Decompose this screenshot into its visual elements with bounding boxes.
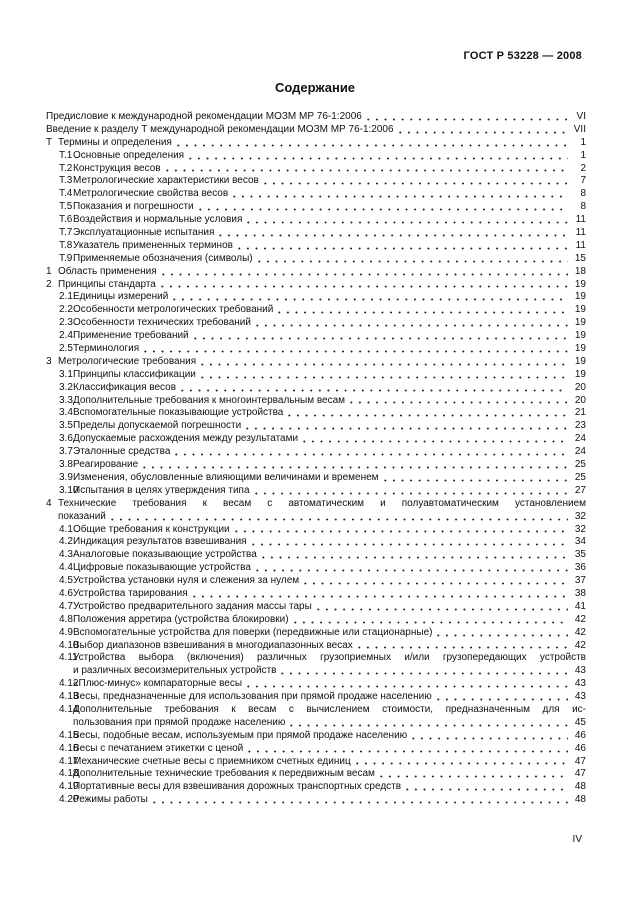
dot-leader bbox=[253, 568, 568, 572]
toc-entry-number: 4.13 bbox=[59, 691, 79, 703]
toc-entry[interactable] bbox=[46, 588, 586, 601]
toc-entry-title: Классификация весов bbox=[73, 381, 177, 393]
toc-entry-title: Особенности технических требований bbox=[73, 317, 251, 329]
toc-entry-title: Введение к разделу Т международной рекомендации МОЗМ МР 76-1:2006 bbox=[46, 123, 394, 135]
toc-entry-number: 4.10 bbox=[59, 639, 79, 651]
dot-leader bbox=[141, 349, 568, 353]
dot-leader bbox=[235, 246, 568, 250]
toc-entry-title: Дополнительные технические требования к передвижным весам bbox=[73, 768, 375, 780]
dot-leader bbox=[255, 259, 568, 263]
toc-entry-page: 43 bbox=[574, 665, 586, 677]
toc-entry-title: Терминология bbox=[73, 343, 140, 355]
toc-entry-page: 24 bbox=[574, 433, 586, 445]
toc-entry-number: Т.4 bbox=[59, 188, 73, 200]
toc-entry-page: 21 bbox=[574, 407, 586, 419]
toc-entry[interactable] bbox=[46, 420, 586, 433]
toc-entry-title: Конструкция весов bbox=[73, 162, 161, 174]
toc-entry[interactable] bbox=[46, 794, 586, 807]
toc-entry-number: 4.1 bbox=[59, 523, 73, 535]
toc-entry-number: Т.1 bbox=[59, 149, 73, 161]
toc-entry-number: 4.9 bbox=[59, 626, 73, 638]
toc-entry-number: Т.3 bbox=[59, 175, 73, 187]
toc-entry-page: 20 bbox=[574, 381, 586, 393]
toc-entry-title: Испытания в целях утверждения типа bbox=[73, 484, 250, 496]
dot-leader bbox=[216, 233, 568, 237]
dot-leader bbox=[170, 297, 568, 301]
toc-entry[interactable] bbox=[46, 781, 586, 794]
toc-entry[interactable] bbox=[46, 756, 586, 769]
toc-entry-page: 35 bbox=[574, 549, 586, 561]
dot-leader bbox=[172, 452, 568, 456]
toc-entry-page: 11 bbox=[575, 239, 586, 251]
toc-entry-page: 25 bbox=[574, 459, 586, 471]
toc-entry-title: Метрологические требования bbox=[58, 355, 197, 367]
toc-entry-page: 19 bbox=[574, 304, 586, 316]
toc-entry[interactable] bbox=[46, 304, 586, 317]
toc-entry-title: Пределы допускаемой погрешности bbox=[73, 420, 242, 432]
toc-entry[interactable] bbox=[46, 485, 586, 498]
dot-leader bbox=[275, 310, 568, 314]
dot-leader bbox=[381, 478, 568, 482]
toc-entry[interactable] bbox=[46, 768, 586, 781]
toc-entry-number: 3.3 bbox=[59, 394, 73, 406]
page-title: Содержание bbox=[274, 80, 356, 95]
toc-entry-page: 19 bbox=[574, 278, 586, 290]
toc-entry-number: 3.4 bbox=[59, 407, 73, 419]
toc-entry-title: Положения арретира (устройства блокировки) bbox=[73, 613, 289, 625]
toc-entry-title: Технические требования к весам с автоматическим и полуавтоматическим установлением bbox=[58, 497, 586, 509]
toc-entry[interactable] bbox=[46, 395, 586, 408]
toc-entry-title: Индикация результатов взвешивания bbox=[73, 536, 247, 548]
toc-entry[interactable] bbox=[46, 652, 586, 678]
toc-entry-page: 43 bbox=[574, 678, 586, 690]
toc-entry-page: 45 bbox=[574, 716, 586, 728]
toc-entry-title: Устройства установки нуля и слежения за нулем bbox=[73, 575, 300, 587]
dot-leader bbox=[434, 697, 568, 701]
toc-entry[interactable] bbox=[46, 369, 586, 382]
toc-entry[interactable] bbox=[46, 472, 586, 485]
toc-entry-number: Т.5 bbox=[59, 201, 73, 213]
toc-entry-title: Цифровые показывающие устройства bbox=[73, 562, 251, 574]
toc-entry[interactable] bbox=[46, 446, 586, 459]
toc-entry-title: Предисловие к международной рекомендации МОЗМ МР 76-1:2006 bbox=[46, 111, 362, 122]
toc-entry-page: 19 bbox=[574, 317, 586, 329]
toc-entry-title: Изменения, обусловленные влияющими величинами и временем bbox=[73, 471, 379, 483]
toc-entry-page: 19 bbox=[574, 330, 586, 342]
toc-entry[interactable] bbox=[46, 240, 586, 253]
toc-entry-page: 19 bbox=[574, 355, 586, 367]
toc-entry-page: 41 bbox=[574, 600, 586, 612]
toc-entry-page: 32 bbox=[574, 510, 586, 522]
toc-entry[interactable] bbox=[46, 317, 586, 330]
document-code: ГОСТ Р 53228 — 2008 bbox=[463, 50, 582, 62]
toc-entry-number: 4.5 bbox=[59, 575, 73, 587]
toc-entry-title: Выбор диапазонов взвешивания в многодиапазонных весах bbox=[73, 639, 353, 651]
table-of-contents bbox=[46, 111, 586, 807]
toc-entry-title: Режимы работы bbox=[73, 794, 148, 806]
toc-entry[interactable] bbox=[46, 137, 586, 150]
toc-entry-title: Термины и определения bbox=[58, 136, 172, 148]
toc-entry[interactable] bbox=[46, 498, 586, 524]
toc-entry-title: Аналоговые показывающие устройства bbox=[73, 549, 257, 561]
dot-leader bbox=[244, 220, 568, 224]
toc-entry[interactable] bbox=[46, 678, 586, 691]
dot-leader bbox=[158, 284, 568, 288]
toc-entry-page: 24 bbox=[574, 446, 586, 458]
dot-leader bbox=[198, 362, 568, 366]
toc-entry-title: Вспомогательные устройства для поверки (передвижные или стационарные) bbox=[73, 626, 433, 638]
toc-entry-title: Принципы стандарта bbox=[58, 278, 156, 290]
dot-leader bbox=[140, 465, 568, 469]
toc-entry-number: 2.4 bbox=[59, 330, 73, 342]
toc-entry-number: 4.18 bbox=[59, 768, 79, 780]
dot-leader bbox=[285, 413, 568, 417]
toc-entry[interactable] bbox=[46, 124, 586, 137]
dot-leader bbox=[186, 156, 568, 160]
toc-entry-title: Весы с печатанием этикетки с ценой bbox=[73, 742, 244, 754]
toc-entry-title-continued: показаний bbox=[58, 510, 106, 522]
dot-leader bbox=[163, 168, 568, 172]
toc-entry-number: 4 bbox=[46, 497, 52, 509]
dot-leader bbox=[108, 517, 568, 521]
toc-entry-number: Т.8 bbox=[59, 239, 73, 251]
toc-entry[interactable] bbox=[46, 614, 586, 627]
toc-entry[interactable] bbox=[46, 562, 586, 575]
toc-entry-page: 19 bbox=[574, 343, 586, 355]
toc-entry[interactable] bbox=[46, 433, 586, 446]
toc-entry-page: 23 bbox=[574, 420, 586, 432]
toc-entry-title-continued: пользования при прямой продаже населению bbox=[73, 716, 286, 728]
toc-entry[interactable] bbox=[46, 704, 586, 730]
toc-entry-title: Устройство предварительного задания массы тары bbox=[73, 600, 312, 612]
toc-entry-title: Реагирование bbox=[73, 459, 139, 471]
toc-entry-page: 48 bbox=[574, 794, 586, 806]
toc-entry[interactable] bbox=[46, 330, 586, 343]
dot-leader bbox=[249, 542, 568, 546]
toc-entry-title: Устройства тарирования bbox=[73, 587, 188, 599]
toc-entry-page: 8 bbox=[580, 201, 586, 213]
toc-entry-page: 19 bbox=[574, 291, 586, 303]
toc-entry-number: 4.17 bbox=[59, 755, 79, 767]
toc-entry[interactable] bbox=[46, 175, 586, 188]
dot-leader bbox=[178, 388, 568, 392]
toc-entry-title: Показания и погрешности bbox=[73, 201, 194, 213]
toc-entry-page: 2 bbox=[580, 162, 586, 174]
toc-entry-title: Портативные весы для взвешивания дорожных транспортных средств bbox=[73, 781, 402, 793]
toc-entry[interactable] bbox=[46, 407, 586, 420]
toc-entry[interactable] bbox=[46, 382, 586, 395]
toc-entry[interactable] bbox=[46, 163, 586, 176]
dot-leader bbox=[243, 426, 568, 430]
toc-entry-title: Весы, предназначенные для использования при прямой продаже населению bbox=[73, 691, 432, 703]
toc-entry-number: 4.19 bbox=[59, 781, 79, 793]
dot-leader bbox=[159, 272, 568, 276]
toc-entry-number: 4.4 bbox=[59, 562, 73, 574]
toc-entry-number: Т.7 bbox=[59, 227, 73, 239]
toc-entry-page: 38 bbox=[574, 587, 586, 599]
dot-leader bbox=[190, 594, 568, 598]
toc-entry-number: 3.2 bbox=[59, 381, 73, 393]
toc-entry-title: Весы, подобные весам, используемым при прямой продаже населению bbox=[73, 729, 408, 741]
toc-entry-number: 3.10 bbox=[59, 484, 79, 496]
dot-leader bbox=[196, 207, 568, 211]
toc-entry-page: 47 bbox=[574, 768, 586, 780]
toc-entry-page: 46 bbox=[574, 729, 586, 741]
toc-entry-number: 2.1 bbox=[59, 291, 73, 303]
dot-leader bbox=[287, 723, 568, 727]
toc-entry-title: Основные определения bbox=[73, 149, 185, 161]
toc-entry[interactable] bbox=[46, 291, 586, 304]
dot-leader bbox=[314, 607, 568, 611]
toc-entry[interactable] bbox=[46, 253, 586, 266]
toc-entry[interactable] bbox=[46, 188, 586, 201]
dot-leader bbox=[252, 491, 568, 495]
toc-entry-number: 3.8 bbox=[59, 459, 73, 471]
toc-entry-number: 4.15 bbox=[59, 729, 79, 741]
toc-entry[interactable] bbox=[46, 549, 586, 562]
toc-entry-page: VI bbox=[576, 111, 586, 122]
dot-leader bbox=[259, 555, 568, 559]
dot-leader bbox=[232, 529, 568, 533]
toc-entry[interactable] bbox=[46, 524, 586, 537]
toc-entry-number: 3.1 bbox=[59, 368, 73, 380]
toc-entry[interactable] bbox=[46, 356, 586, 369]
toc-entry-page: 1 bbox=[580, 136, 586, 148]
toc-entry[interactable] bbox=[46, 627, 586, 640]
toc-entry-number: 2.5 bbox=[59, 343, 73, 355]
toc-entry-page: 36 bbox=[574, 562, 586, 574]
dot-leader bbox=[403, 787, 568, 791]
toc-entry-page: 42 bbox=[574, 639, 586, 651]
toc-entry[interactable] bbox=[46, 214, 586, 227]
toc-entry[interactable] bbox=[46, 227, 586, 240]
toc-entry-title: Дополнительные требования к многоинтервальным весам bbox=[73, 394, 346, 406]
toc-entry-title: Применение требований bbox=[73, 330, 189, 342]
toc-entry-number: 4.2 bbox=[59, 536, 73, 548]
toc-entry-title: Вспомогательные показывающие устройства bbox=[73, 407, 284, 419]
toc-entry[interactable] bbox=[46, 343, 586, 356]
toc-entry[interactable] bbox=[46, 150, 586, 163]
toc-entry-page: 46 bbox=[574, 742, 586, 754]
toc-entry[interactable] bbox=[46, 201, 586, 214]
dot-leader bbox=[261, 181, 568, 185]
toc-entry-title: «Плюс-минус» компараторные весы bbox=[73, 678, 243, 690]
toc-entry-number: 1 bbox=[46, 265, 52, 277]
toc-entry-page: 1 bbox=[580, 149, 586, 161]
dot-leader bbox=[253, 323, 568, 327]
toc-entry-number: 2 bbox=[46, 278, 52, 290]
toc-entry-number: 4.11 bbox=[59, 652, 78, 664]
dot-leader bbox=[396, 130, 568, 134]
toc-entry-number: 3 bbox=[46, 355, 52, 367]
toc-entry-title-continued: и различных весоизмерительных устройств bbox=[73, 665, 277, 677]
toc-entry[interactable] bbox=[46, 459, 586, 472]
toc-entry-page: 43 bbox=[574, 691, 586, 703]
toc-entry-number: 4.6 bbox=[59, 587, 73, 599]
toc-entry-page: 8 bbox=[580, 188, 586, 200]
toc-entry[interactable] bbox=[46, 279, 586, 292]
toc-entry-number: Т bbox=[46, 136, 53, 148]
toc-entry-number: 4.7 bbox=[59, 600, 73, 612]
toc-entry-page: 25 bbox=[574, 471, 586, 483]
toc-entry-number: Т.2 bbox=[59, 162, 73, 174]
dot-leader bbox=[353, 761, 568, 765]
toc-entry-page: 11 bbox=[575, 214, 586, 226]
toc-entry[interactable] bbox=[46, 691, 586, 704]
toc-entry-page: 20 bbox=[574, 394, 586, 406]
toc-entry-page: 15 bbox=[574, 252, 586, 264]
toc-entry-title: Указатель примененных терминов bbox=[73, 239, 233, 251]
toc-entry[interactable] bbox=[46, 266, 586, 279]
toc-entry-title: Механические счетные весы с приемником счетных единиц bbox=[73, 755, 351, 767]
toc-entry-number: Т.9 bbox=[59, 252, 73, 264]
toc-entry-number: 2.3 bbox=[59, 317, 73, 329]
toc-entry-number: 3.9 bbox=[59, 471, 73, 483]
toc-entry-number: 4.16 bbox=[59, 742, 79, 754]
toc-entry[interactable] bbox=[46, 601, 586, 614]
dot-leader bbox=[244, 684, 568, 688]
dot-leader bbox=[347, 400, 568, 404]
toc-entry-page: VII bbox=[573, 123, 586, 135]
toc-entry-title: Единицы измерений bbox=[73, 291, 169, 303]
toc-entry[interactable] bbox=[46, 640, 586, 653]
toc-entry-page: 19 bbox=[574, 368, 586, 380]
toc-entry[interactable] bbox=[46, 743, 586, 756]
toc-entry-title: Воздействия и нормальные условия bbox=[73, 214, 243, 226]
toc-entry-title: Применяемые обозначения (символы) bbox=[73, 252, 253, 264]
toc-entry-title: Метрологические свойства весов bbox=[73, 188, 229, 200]
toc-entry-page: 47 bbox=[574, 755, 586, 767]
dot-leader bbox=[191, 336, 568, 340]
toc-entry-title: Дополнительные требования к весам с вычислением стоимости, предназначенным для ис- bbox=[73, 703, 586, 715]
toc-entry-page: 32 bbox=[574, 523, 586, 535]
toc-entry-page: 48 bbox=[574, 781, 586, 793]
toc-entry-page: 42 bbox=[574, 613, 586, 625]
toc-entry-title: Эксплуатационные испытания bbox=[73, 227, 215, 239]
dot-leader bbox=[409, 736, 568, 740]
toc-entry[interactable] bbox=[46, 575, 586, 588]
toc-entry-title: Устройства выбора (включения) различных грузоприемных и/или грузопередающих устройств bbox=[73, 652, 586, 664]
toc-entry-number: 4.14 bbox=[59, 703, 79, 715]
dot-leader bbox=[301, 581, 568, 585]
dot-leader bbox=[364, 117, 568, 121]
toc-entry-number: Т.6 bbox=[59, 214, 73, 226]
page-number: IV bbox=[572, 834, 582, 845]
dot-leader bbox=[355, 645, 568, 649]
dot-leader bbox=[174, 143, 568, 147]
dot-leader bbox=[434, 633, 568, 637]
toc-entry-title: Метрологические характеристики весов bbox=[73, 175, 259, 187]
toc-entry-page: 18 bbox=[574, 265, 586, 277]
dot-leader bbox=[230, 194, 568, 198]
dot-leader bbox=[245, 749, 568, 753]
dot-leader bbox=[150, 800, 568, 804]
toc-entry-page: 7 bbox=[580, 175, 586, 187]
toc-entry-number: 4.8 bbox=[59, 613, 73, 625]
toc-entry-page: 27 bbox=[574, 484, 586, 496]
toc-entry-title: Область применения bbox=[58, 265, 157, 277]
dot-leader bbox=[278, 671, 568, 675]
toc-entry-title: Общие требования к конструкции bbox=[73, 523, 230, 535]
toc-entry-title: Эталонные средства bbox=[73, 446, 171, 458]
toc-entry-number: 2.2 bbox=[59, 304, 73, 316]
toc-entry-number: 4.20 bbox=[59, 794, 79, 806]
toc-entry-page: 42 bbox=[574, 626, 586, 638]
toc-entry-number: 3.6 bbox=[59, 433, 73, 445]
toc-entry-title: Допускаемые расхождения между результатами bbox=[73, 433, 299, 445]
toc-entry-page: 37 bbox=[574, 575, 586, 587]
toc-entry[interactable] bbox=[46, 111, 586, 124]
toc-entry[interactable] bbox=[46, 536, 586, 549]
dot-leader bbox=[300, 439, 568, 443]
dot-leader bbox=[291, 620, 568, 624]
dot-leader bbox=[377, 774, 568, 778]
dot-leader bbox=[198, 375, 568, 379]
toc-entry-number: 3.7 bbox=[59, 446, 73, 458]
toc-entry-number: 4.12 bbox=[59, 678, 79, 690]
toc-entry-title: Принципы классификации bbox=[73, 368, 196, 380]
toc-entry-number: 4.3 bbox=[59, 549, 73, 561]
toc-entry-number: 3.5 bbox=[59, 420, 73, 432]
toc-entry-page: 11 bbox=[575, 227, 586, 239]
toc-entry-page: 34 bbox=[574, 536, 586, 548]
toc-entry[interactable] bbox=[46, 730, 586, 743]
toc-entry-title: Особенности метрологических требований bbox=[73, 304, 274, 316]
